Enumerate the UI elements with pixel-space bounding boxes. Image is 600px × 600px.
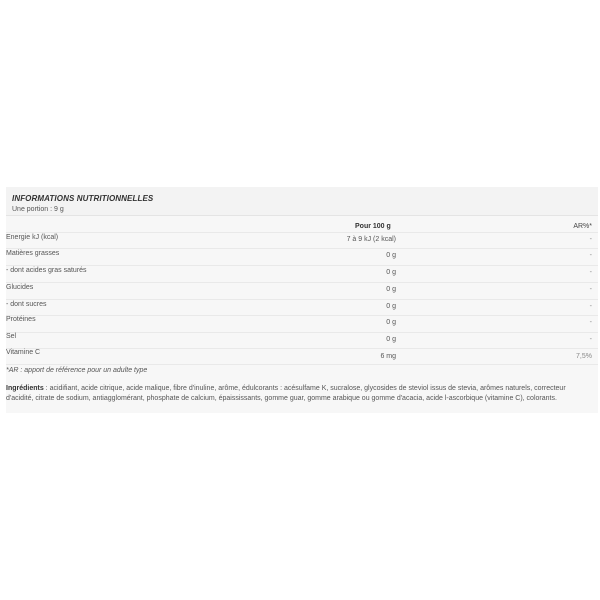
reference-note: *AR : apport de référence pour un adulte type [6,367,148,374]
divider [6,232,598,233]
divider [6,265,598,266]
table-row [6,250,598,266]
row-name: Vitamine C [6,349,41,356]
ingredients-text [6,384,592,404]
row-value: 7 à 9 kJ (2 kcal) [346,236,396,243]
table-row [6,333,598,349]
row-value: 0 g [386,319,396,326]
column-header-ar: AR%* [573,223,592,230]
divider [6,364,598,365]
table-row [6,316,598,332]
table-row [6,267,598,283]
row-value: 0 g [386,286,396,293]
ingredients-label: Ingrédients [6,385,44,392]
table-row [6,349,598,365]
row-ar: - [589,286,592,293]
nutrition-panel [6,187,598,413]
row-ar: - [589,319,592,326]
row-value: 0 g [386,252,396,259]
row-value: 0 g [386,336,396,343]
row-name: Glucides [6,284,34,291]
row-ar: - [589,252,592,259]
row-value: 6 mg [380,353,396,360]
portion-size: Une portion : 9 g [12,206,64,213]
row-ar: - [589,236,592,243]
row-name: Energie kJ (kcal) [6,234,59,241]
row-name: - dont sucres [6,301,47,308]
table-row [6,284,598,300]
row-ar: 7,5% [576,353,592,360]
ingredients-list: : acidifiant, acide citrique, acide malique, fibre d'inuline, arôme, édulcorants : acésulfame K, sucralose, glycosides de steviol issus de stevia, arômes naturels, correcteur d'acidité, citrate de sodium, antiagglomérant, phosphate de calcium, épaississants, gomme guar, gomme arabique ou gomme d'acacia, acide l-ascorbique (vitamine C), colorants. [6,385,566,402]
row-name: Protéines [6,316,36,323]
row-name: - dont acides gras saturés [6,267,87,274]
divider [6,282,598,283]
row-ar: - [589,336,592,343]
row-value: 0 g [386,269,396,276]
row-name: Sel [6,333,17,340]
row-name: Matières grasses [6,250,60,257]
nutrition-title: INFORMATIONS NUTRITIONNELLES [12,194,154,203]
row-value: 0 g [386,303,396,310]
divider [6,299,598,300]
nutrition-header [6,187,598,216]
divider [6,248,598,249]
row-ar: - [589,269,592,276]
column-header-per100g: Pour 100 g [355,223,391,230]
row-ar: - [589,303,592,310]
